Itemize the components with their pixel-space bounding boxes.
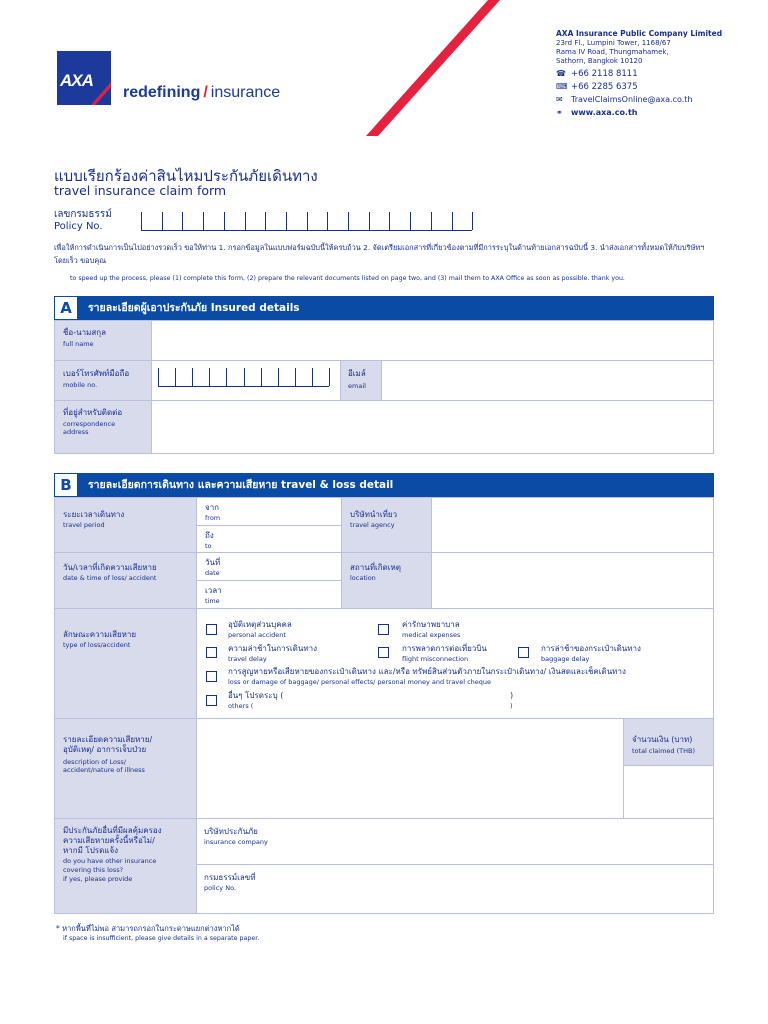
loss-date-label-th: วัน/เวลาที่เกิดความเสียหาย [63, 563, 157, 572]
form-title-en: travel insurance claim form [54, 183, 227, 198]
total-claimed-label-en: total claimed (THB) [632, 747, 696, 755]
others-label-th: อื่นๆ โปรดระบุ ( [228, 691, 284, 700]
description-label-th-2: อุบัติเหตุ/ อาการเจ็บป่วย [63, 745, 147, 754]
insurance-company-label-en: insurance company [204, 838, 268, 846]
travel-period-label-en: travel period [63, 521, 105, 529]
from-label-en: from [205, 514, 221, 522]
web-icon: ⚭ [556, 108, 563, 117]
loss-date-label-en: date & time of loss/ accident [63, 574, 157, 582]
mobile-number-field[interactable] [158, 368, 329, 387]
footnote-th: * หากพื้นที่ไม่พอ สามารถกรอกในกระดาษแยกต่างหากได้ [56, 924, 240, 933]
total-claimed-label-th: จำนวนเงิน (บาท) [632, 735, 693, 744]
fax-icon: ⌨ [556, 82, 568, 91]
section-b-title: รายละเอียดการเดินทาง และความเสียหาย travel & loss detail [88, 479, 394, 491]
insurance-company-label-th: บริษัทประกันภัย [204, 827, 258, 836]
day-label-en: date [205, 569, 220, 577]
red-diagonal-stripe [0, 0, 768, 140]
other-insurance-label-th-3: หากมี โปรดแจ้ง [63, 846, 119, 855]
description-label-th-1: รายละเอียดความเสียหาย/ [63, 735, 153, 744]
brand-tagline [123, 84, 280, 102]
address-label-en-2: address [63, 428, 89, 436]
company-web[interactable]: www.axa.co.th [571, 108, 638, 117]
mobile-label-th: เบอร์โทรศัพท์มือถือ [63, 369, 130, 378]
location-label-en: location [350, 574, 376, 582]
location-label-th: สถานที่เกิดเหตุ [350, 563, 401, 572]
flight-misconnection-label-th: การพลาดการต่อเที่ยวบิน [402, 644, 487, 653]
full-name-label-en: full name [63, 340, 94, 348]
other-insurance-label-th-1: มีประกันภัยอื่นที่มีผลคุ้มครอง [63, 826, 162, 835]
company-address-1: 23rd Fl., Lumpini Tower, 1168/67 [556, 39, 671, 47]
description-label-en-1: description of Loss/ [63, 758, 126, 766]
medical-expenses-label-th: ค่ารักษาพยาบาล [402, 620, 460, 629]
baggage-loss-label-th: การสูญหายหรือเสียหายของกระเป๋าเดินทาง และ/หรือ ทรัพย์สินส่วนตัวภายในกระเป๋าเดินทาง/ เงินสดและเช็คเดินทาง [228, 667, 626, 676]
other-policy-label-th: กรมธรรม์เลขที่ [204, 873, 256, 882]
to-label-en: to [205, 542, 212, 550]
section-a-letter: A [54, 296, 78, 320]
other-insurance-label-en-3: if yes, please provide [63, 875, 133, 883]
company-email[interactable]: TravelClaimsOnline@axa.co.th [571, 95, 693, 104]
to-label-th: ถึง [205, 531, 214, 540]
description-field[interactable] [197, 719, 622, 817]
email-field[interactable] [382, 361, 713, 400]
day-label-th: วันที่ [205, 558, 221, 567]
location-field[interactable] [432, 553, 713, 608]
loss-type-label-th: ลักษณะความเสียหาย [63, 630, 137, 639]
other-insurance-label-en-2: covering this loss? [63, 866, 124, 874]
travel-delay-label-th: ความล่าช้าในการเดินทาง [228, 644, 318, 653]
full-name-label-th: ชื่อ-นามสกุล [63, 328, 106, 337]
company-address-3: Sathorn, Bangkok 10120 [556, 57, 643, 65]
intro-th: เพื่อให้การดำเนินการเป็นไปอย่างรวดเร็ว ขอให้ท่าน 1. กรอกข้อมูลในแบบฟอร์มฉบับนี้ให้ครบถ้วน 2. จัดเตรียมเอกสารที่เกี่ยวข้องตามที่มีการระบุในด้านท้ายเอกสารฉบับนี้ 3. นำส่งเอกสารทั้งหมดให้กับบริษัทฯ โดยเร็ว ขอบคุณ [54, 243, 705, 265]
company-phone: +66 2118 8111 [571, 69, 638, 79]
travel-delay-checkbox[interactable] [206, 647, 217, 658]
description-label-en-2: accident/nature of illness [63, 766, 145, 774]
policy-label-th: เลขกรมธรรม์ [54, 209, 112, 220]
address-label-en-1: correspondence [63, 420, 116, 428]
time-label-en: time [205, 597, 220, 605]
tagline-bold: redefining [123, 84, 201, 101]
other-insurance-label-th-2: ความเสียหายครั้งนี้หรือไม่/ [63, 836, 155, 845]
section-b-letter: B [54, 473, 78, 497]
other-policy-number-field[interactable] [300, 865, 713, 913]
personal-accident-checkbox[interactable] [206, 624, 217, 635]
section-a-title: รายละเอียดผู้เอาประกันภัย Insured details [88, 302, 300, 314]
travel-period-label-th: ระยะเวลาเดินทาง [63, 510, 125, 519]
personal-accident-label-th: อุบัติเหตุส่วนบุคคล [228, 620, 292, 629]
baggage-delay-label-th: การล่าช้าของกระเป๋าเดินทาง [541, 644, 641, 653]
others-specify-field[interactable] [290, 691, 508, 709]
mobile-label-en: mobile no. [63, 381, 98, 389]
others-paren-close-th: ) [510, 691, 514, 700]
baggage-delay-checkbox[interactable] [518, 647, 529, 658]
email-label-th: อีเมล์ [348, 369, 366, 378]
baggage-delay-label-en: baggage delay [541, 655, 590, 663]
travel-agency-label-en: travel agency [350, 521, 395, 529]
other-policy-label-en: policy No. [204, 884, 236, 892]
phone-icon: ☎ [556, 69, 566, 78]
policy-number-field[interactable] [141, 212, 472, 231]
tagline-slash: / [203, 84, 208, 101]
medical-expenses-label-en: medical expenses [402, 631, 461, 639]
axa-logo [57, 51, 111, 105]
baggage-loss-label-en: loss or damage of baggage/ personal effects/ personal money and travel cheque [228, 678, 492, 686]
travel-agency-field[interactable] [432, 498, 713, 552]
time-label-th: เวลา [205, 586, 222, 595]
email-icon: ✉ [556, 95, 563, 104]
travel-delay-label-en: travel delay [228, 655, 267, 663]
intro-en: to speed up the process, please (1) complete this form, (2) prepare the relevant documents listed on page two, and (3) mail them to AXA Office as soon as possible. thank you. [70, 275, 625, 282]
full-name-field[interactable] [152, 321, 713, 360]
from-label-th: จาก [205, 503, 220, 512]
company-address-2: Rama IV Road, Thungmahamek, [556, 48, 669, 56]
others-paren-close-en: ) [510, 702, 513, 710]
policy-label-en: Policy No. [54, 221, 103, 232]
other-insurance-label-en-1: do you have other insurance [63, 857, 157, 865]
company-fax: +66 2285 6375 [571, 82, 638, 92]
from-date-field[interactable] [240, 498, 340, 524]
form-title-th: แบบเรียกร้องค่าสินไหมประกันภัยเดินทาง [54, 167, 318, 185]
loss-type-label-en: type of loss/accident [63, 641, 131, 649]
footnote-en: if space is insufficient, please give details in a separate paper. [63, 935, 260, 942]
medical-expenses-checkbox[interactable] [378, 624, 389, 635]
company-name: AXA Insurance Public Company Limited [556, 29, 723, 38]
section-b-header [54, 473, 714, 497]
flight-misconnection-label-en: flight misconnection [402, 655, 469, 663]
insurance-company-field[interactable] [300, 819, 713, 863]
flight-misconnection-checkbox[interactable] [378, 647, 389, 658]
total-claimed-field[interactable] [624, 766, 713, 817]
to-date-field[interactable] [240, 526, 340, 552]
others-checkbox[interactable] [206, 695, 217, 706]
baggage-loss-checkbox[interactable] [206, 671, 217, 682]
section-a-header [54, 296, 714, 320]
loss-time-field[interactable] [240, 581, 340, 607]
address-field[interactable] [152, 401, 713, 453]
address-label-th: ที่อยู่สำหรับติดต่อ [63, 408, 123, 417]
loss-date-field[interactable] [240, 553, 340, 579]
others-label-en: others ( [228, 702, 254, 710]
tagline-light: insurance [210, 84, 281, 101]
axa-logo-text: AXA [60, 71, 93, 90]
travel-agency-label-th: บริษัทนำเที่ยว [350, 510, 398, 519]
email-label-en: email [348, 382, 366, 390]
personal-accident-label-en: personal accident [228, 631, 286, 639]
